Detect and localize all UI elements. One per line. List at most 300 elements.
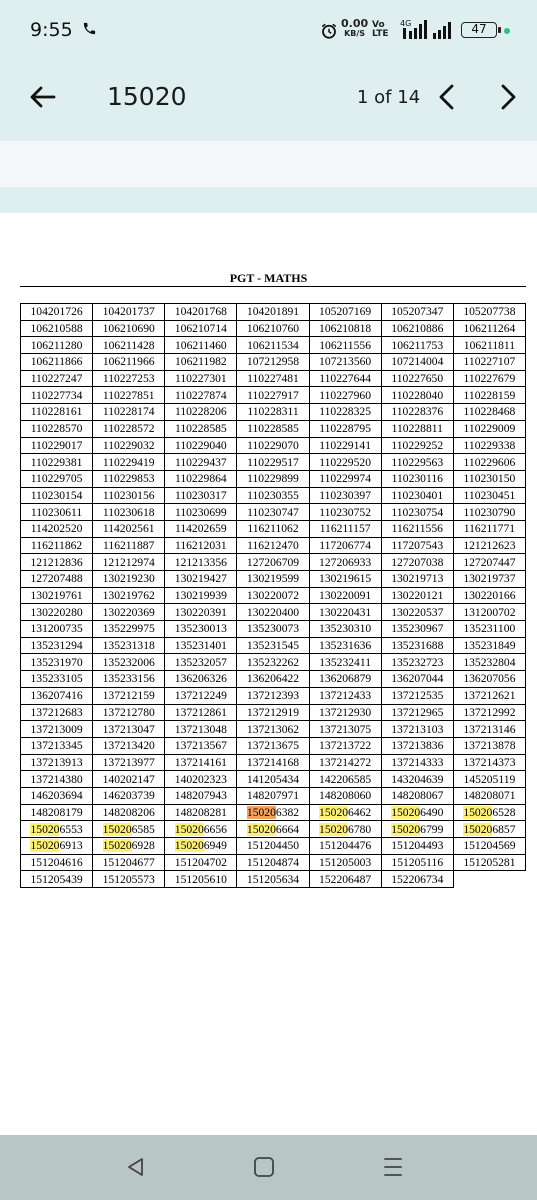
table-cell: 110230611	[21, 504, 93, 521]
table-cell: 151204702	[165, 854, 237, 871]
table-cell: 135232411	[309, 654, 381, 671]
table-cell-match: 150206656	[165, 821, 237, 838]
table-cell: 137214333	[381, 754, 453, 771]
table-cell: 116212470	[237, 537, 309, 554]
table-cell: 137214373	[453, 754, 525, 771]
table-cell: 151205634	[237, 871, 309, 888]
table-cell: 107213560	[309, 354, 381, 371]
table-cell: 110230116	[381, 470, 453, 487]
table-cell: 148207943	[165, 787, 237, 804]
network-speed-value: 0.00	[341, 17, 369, 30]
table-cell: 137213047	[93, 721, 165, 738]
table-cell: 116211771	[453, 520, 525, 537]
table-cell-match: 150206528	[453, 804, 525, 821]
table-cell: 135229975	[93, 621, 165, 638]
table-cell: 116211862	[21, 537, 93, 554]
table-cell: 104201891	[237, 304, 309, 321]
table-cell: 130220280	[21, 604, 93, 621]
previous-page-edge	[0, 141, 537, 187]
table-row	[21, 454, 526, 471]
table-cell: 107214004	[381, 354, 453, 371]
table-cell: 106211753	[381, 337, 453, 354]
status-time: 9:55	[30, 19, 73, 41]
table-cell-match: 150206913	[21, 838, 93, 855]
table-cell: 135230310	[309, 621, 381, 638]
privacy-indicator-dot	[504, 28, 510, 34]
table-cell: 137212535	[381, 687, 453, 704]
table-cell: 116211062	[237, 520, 309, 537]
table-cell: 137212965	[381, 704, 453, 721]
table-cell: 110227650	[381, 370, 453, 387]
table-cell: 130220121	[381, 587, 453, 604]
table-row	[21, 637, 526, 654]
table-cell: 137214272	[309, 754, 381, 771]
table-cell: 148208071	[453, 787, 525, 804]
table-cell: 137213420	[93, 737, 165, 754]
table-cell: 110230156	[93, 487, 165, 504]
table-cell: 135231294	[21, 637, 93, 654]
table-row	[21, 537, 526, 554]
table-row	[21, 304, 526, 321]
nav-back-icon[interactable]	[124, 1155, 148, 1179]
table-cell: 106211264	[453, 320, 525, 337]
table-cell: 106210886	[381, 320, 453, 337]
table-cell: 121212836	[21, 554, 93, 571]
find-toolbar	[0, 60, 537, 140]
table-cell: 110228159	[453, 387, 525, 404]
table-cell-match: 150206490	[381, 804, 453, 821]
table-row	[21, 470, 526, 487]
table-row	[21, 821, 526, 838]
table-cell: 104201737	[93, 304, 165, 321]
table-row	[21, 520, 526, 537]
table-cell: 136207416	[21, 687, 93, 704]
table-cell: 130219230	[93, 571, 165, 588]
table-row	[21, 804, 526, 821]
table-cell: 151204493	[381, 838, 453, 855]
table-cell: 137213062	[237, 721, 309, 738]
table-cell: 137213878	[453, 737, 525, 754]
chevron-left-icon[interactable]	[432, 80, 464, 114]
signal-icon	[400, 19, 430, 39]
system-nav-bar	[0, 1135, 537, 1200]
table-cell: 135231688	[381, 637, 453, 654]
table-cell: 110227253	[93, 370, 165, 387]
table-cell: 137212780	[93, 704, 165, 721]
search-highlight: 15020	[246, 822, 276, 836]
table-row	[21, 604, 526, 621]
table-cell: 136207044	[381, 671, 453, 688]
table-cell: 151205610	[165, 871, 237, 888]
table-cell: 110230317	[165, 487, 237, 504]
table-cell: 137213048	[165, 721, 237, 738]
table-cell: 117207543	[381, 537, 453, 554]
table-cell: 135233156	[93, 671, 165, 688]
search-highlight: 15020	[463, 805, 493, 819]
table-cell: 137212433	[309, 687, 381, 704]
table-cell: 130220391	[165, 604, 237, 621]
table-row	[21, 337, 526, 354]
table-cell: 140202323	[165, 771, 237, 788]
table-cell: 105207347	[381, 304, 453, 321]
table-cell: 151205281	[453, 854, 525, 871]
table-cell: 137213567	[165, 737, 237, 754]
table-cell: 137213675	[237, 737, 309, 754]
heading-rule	[20, 286, 526, 287]
search-highlight: 15020	[391, 822, 421, 836]
table-cell: 110228811	[381, 420, 453, 437]
table-cell: 135231636	[309, 637, 381, 654]
table-row	[21, 354, 526, 371]
table-cell: 137213836	[381, 737, 453, 754]
table-row	[21, 404, 526, 421]
table-cell-match: 150206949	[165, 838, 237, 855]
search-highlight: 15020	[174, 822, 204, 836]
table-cell: 110229009	[453, 420, 525, 437]
table-cell: 104201726	[21, 304, 93, 321]
table-cell: 130220537	[381, 604, 453, 621]
volte-bottom-label: LTE	[372, 29, 389, 39]
table-cell: 106211556	[309, 337, 381, 354]
table-cell: 106210714	[165, 320, 237, 337]
table-cell: 110227107	[453, 354, 525, 371]
table-cell: 137214161	[165, 754, 237, 771]
table-cell: 137213913	[21, 754, 93, 771]
table-cell: 110230618	[93, 504, 165, 521]
table-cell: 110230754	[381, 504, 453, 521]
battery-icon: 47	[461, 22, 497, 38]
table-cell: 110229606	[453, 454, 525, 471]
table-cell: 137212249	[165, 687, 237, 704]
table-row	[21, 504, 526, 521]
table-cell: 110229419	[93, 454, 165, 471]
table-cell: 130220091	[309, 587, 381, 604]
table-cell: 130219599	[237, 571, 309, 588]
table-cell: 151204677	[93, 854, 165, 871]
search-highlight: 15020	[463, 822, 493, 836]
table-row	[21, 571, 526, 588]
table-cell: 110229040	[165, 437, 237, 454]
volte-indicator	[372, 21, 389, 39]
table-cell: 141205434	[237, 771, 309, 788]
table-cell: 130219737	[453, 571, 525, 588]
table-cell: 135231849	[453, 637, 525, 654]
table-row	[21, 621, 526, 638]
table-cell-match: 150206780	[309, 821, 381, 838]
table-cell: 135232723	[381, 654, 453, 671]
table-cell: 107212958	[237, 354, 309, 371]
network-speed-unit: KB/S	[344, 29, 366, 38]
table-cell: 136206422	[237, 671, 309, 688]
table-row	[21, 487, 526, 504]
table-row	[21, 320, 526, 337]
table-cell: 105207738	[453, 304, 525, 321]
table-cell: 135233105	[21, 671, 93, 688]
pdf-page[interactable]	[0, 213, 537, 1135]
table-row	[21, 437, 526, 454]
table-cell: 135230013	[165, 621, 237, 638]
search-highlight: 15020	[174, 839, 204, 853]
table-cell: 110228376	[381, 404, 453, 421]
search-query[interactable]: 15020	[107, 82, 187, 111]
table-cell: 110230397	[309, 487, 381, 504]
table-cell: 110229017	[21, 437, 93, 454]
table-cell: 142206585	[309, 771, 381, 788]
table-cell: 143204639	[381, 771, 453, 788]
table-cell: 110229705	[21, 470, 93, 487]
table-cell: 110227644	[309, 370, 381, 387]
table-cell: 127207488	[21, 571, 93, 588]
table-cell: 110229437	[165, 454, 237, 471]
table-cell: 110228585	[237, 420, 309, 437]
table-cell-match: 150206462	[309, 804, 381, 821]
table-cell: 110227247	[21, 370, 93, 387]
table-cell: 121212623	[453, 537, 525, 554]
table-cell: 131200735	[21, 621, 93, 638]
chevron-right-icon[interactable]	[492, 80, 524, 114]
table-cell-match: 150206664	[237, 821, 309, 838]
table-cell: 130220166	[453, 587, 525, 604]
table-cell: 151204616	[21, 854, 93, 871]
table-cell: 116212031	[165, 537, 237, 554]
table-cell: 110230752	[309, 504, 381, 521]
table-cell: 114202659	[165, 520, 237, 537]
table-row	[21, 387, 526, 404]
search-highlight: 15020	[391, 805, 421, 819]
table-cell: 121212974	[93, 554, 165, 571]
table-cell: 135232057	[165, 654, 237, 671]
table-cell: 110229517	[237, 454, 309, 471]
table-cell: 151205116	[381, 854, 453, 871]
table-cell: 110229070	[237, 437, 309, 454]
table-cell: 135232262	[237, 654, 309, 671]
table-cell: 135232804	[453, 654, 525, 671]
nav-recents-icon[interactable]	[382, 1155, 404, 1179]
search-highlight: 15020	[30, 822, 60, 836]
table-cell: 148208060	[309, 787, 381, 804]
table-cell: 110228585	[165, 420, 237, 437]
table-cell: 110227481	[237, 370, 309, 387]
table-cell: 151204874	[237, 854, 309, 871]
table-cell: 110229520	[309, 454, 381, 471]
table-cell: 110229141	[309, 437, 381, 454]
table-cell: 130220431	[309, 604, 381, 621]
table-cell: 117206774	[309, 537, 381, 554]
table-cell-match: 150206382	[237, 804, 309, 821]
document-heading: PGT - MATHS	[229, 271, 308, 285]
table-cell: 151205003	[309, 854, 381, 871]
table-cell: 110228325	[309, 404, 381, 421]
table-cell: 127206933	[309, 554, 381, 571]
table-cell: 146203739	[93, 787, 165, 804]
table-cell: 110228570	[21, 420, 93, 437]
table-cell: 137214168	[237, 754, 309, 771]
table-cell: 130219761	[21, 587, 93, 604]
table-cell: 130220400	[237, 604, 309, 621]
table-row	[21, 370, 526, 387]
table-cell: 110230790	[453, 504, 525, 521]
table-cell: 135230073	[237, 621, 309, 638]
table-cell: 131200702	[453, 604, 525, 621]
table-cell: 130219939	[165, 587, 237, 604]
table-cell: 106210760	[237, 320, 309, 337]
table-cell: 110229381	[21, 454, 93, 471]
table-cell: 127207038	[381, 554, 453, 571]
table-cell: 110229032	[93, 437, 165, 454]
phone-icon	[82, 21, 97, 36]
table-cell: 106211866	[21, 354, 93, 371]
table-cell: 135231100	[453, 621, 525, 638]
table-cell: 152206487	[309, 871, 381, 888]
table-cell: 148208206	[93, 804, 165, 821]
table-cell: 110229252	[381, 437, 453, 454]
table-cell: 148208281	[165, 804, 237, 821]
table-cell: 137212992	[453, 704, 525, 721]
table-cell: 106211428	[93, 337, 165, 354]
table-cell: 106211280	[21, 337, 93, 354]
table-cell: 114202520	[21, 520, 93, 537]
table-cell: 116211556	[381, 520, 453, 537]
search-highlight: 15020	[319, 822, 349, 836]
table-cell: 152206734	[381, 871, 453, 888]
table-cell: 137213075	[309, 721, 381, 738]
status-bar	[0, 0, 537, 60]
table-cell: 106211811	[453, 337, 525, 354]
table-cell: 110230451	[453, 487, 525, 504]
table-cell: 110229563	[381, 454, 453, 471]
table-cell: 137213977	[93, 754, 165, 771]
table-cell: 110228468	[453, 404, 525, 421]
table-cell: 110230355	[237, 487, 309, 504]
table-cell: 136206326	[165, 671, 237, 688]
table-row	[21, 838, 526, 855]
table-row	[21, 654, 526, 671]
table-row	[21, 721, 526, 738]
table-cell: 137213009	[21, 721, 93, 738]
table-cell: 110230401	[381, 487, 453, 504]
table-cell: 151205573	[93, 871, 165, 888]
table-cell: 106211460	[165, 337, 237, 354]
table-cell: 110227917	[237, 387, 309, 404]
table-cell: 137212930	[309, 704, 381, 721]
table-cell: 121213356	[165, 554, 237, 571]
table-cell: 116211887	[93, 537, 165, 554]
table-cell: 148207971	[237, 787, 309, 804]
table-cell: 127207447	[453, 554, 525, 571]
table-cell: 110227301	[165, 370, 237, 387]
table-cell: 110228174	[93, 404, 165, 421]
table-cell: 114202561	[93, 520, 165, 537]
table-cell: 136206879	[309, 671, 381, 688]
alarm-icon	[320, 22, 338, 40]
table-cell: 137212159	[93, 687, 165, 704]
table-cell: 110230747	[237, 504, 309, 521]
table-cell: 110227851	[93, 387, 165, 404]
table-cell: 130219713	[381, 571, 453, 588]
table-cell: 140202147	[93, 771, 165, 788]
table-row	[21, 687, 526, 704]
table-cell: 110228572	[93, 420, 165, 437]
table-row	[21, 754, 526, 771]
table-cell: 137212621	[453, 687, 525, 704]
table-cell: 135231401	[165, 637, 237, 654]
table-cell-match: 150206928	[93, 838, 165, 855]
nav-home-icon[interactable]	[253, 1156, 275, 1178]
volte-top-label: Vo	[372, 20, 385, 30]
table-cell: 110230154	[21, 487, 93, 504]
table-cell: 130219615	[309, 571, 381, 588]
table-cell: 130220072	[237, 587, 309, 604]
table-cell: 135231970	[21, 654, 93, 671]
table-cell: 137212393	[237, 687, 309, 704]
table-cell: 137212861	[165, 704, 237, 721]
table-cell: 127206709	[237, 554, 309, 571]
table-cell-empty	[453, 871, 525, 888]
table-cell: 110227960	[309, 387, 381, 404]
table-cell: 145205119	[453, 771, 525, 788]
table-row	[21, 554, 526, 571]
table-row	[21, 587, 526, 604]
table-cell: 110229338	[453, 437, 525, 454]
table-row	[21, 787, 526, 804]
table-cell: 151204450	[237, 838, 309, 855]
table-cell: 106211534	[237, 337, 309, 354]
table-cell: 110230150	[453, 470, 525, 487]
table-cell: 110228206	[165, 404, 237, 421]
table-cell: 110228161	[21, 404, 93, 421]
table-cell: 110229853	[93, 470, 165, 487]
table-cell: 130219762	[93, 587, 165, 604]
search-highlight: 15020	[246, 805, 276, 819]
table-cell: 106210588	[21, 320, 93, 337]
table-cell: 104201768	[165, 304, 237, 321]
table-cell: 110227679	[453, 370, 525, 387]
table-cell: 137213722	[309, 737, 381, 754]
table-cell: 110229974	[309, 470, 381, 487]
network-speed	[341, 19, 368, 38]
table-cell-match: 150206553	[21, 821, 93, 838]
table-cell: 137213146	[453, 721, 525, 738]
table-cell: 106210818	[309, 320, 381, 337]
table-cell: 110228040	[381, 387, 453, 404]
table-row	[21, 671, 526, 688]
table-row	[21, 737, 526, 754]
table-row	[21, 871, 526, 888]
table-cell-match: 150206585	[93, 821, 165, 838]
roll-number-table	[20, 303, 526, 888]
search-highlight: 15020	[319, 805, 349, 819]
table-cell: 136207056	[453, 671, 525, 688]
table-cell: 151204569	[453, 838, 525, 855]
table-cell: 135231545	[237, 637, 309, 654]
table-cell-match: 150206857	[453, 821, 525, 838]
table-cell: 137214380	[21, 771, 93, 788]
table-cell: 106211982	[165, 354, 237, 371]
table-row	[21, 704, 526, 721]
table-cell: 146203694	[21, 787, 93, 804]
table-row	[21, 420, 526, 437]
network-type-label: 4G	[400, 19, 412, 28]
table-cell: 137212683	[21, 704, 93, 721]
match-counter: 1 of 14	[357, 87, 421, 108]
table-cell: 110230699	[165, 504, 237, 521]
table-row	[21, 854, 526, 871]
table-cell: 106211966	[93, 354, 165, 371]
search-highlight: 15020	[102, 822, 132, 836]
table-cell: 151205439	[21, 871, 93, 888]
back-arrow-icon[interactable]	[26, 80, 60, 114]
table-cell: 110227734	[21, 387, 93, 404]
